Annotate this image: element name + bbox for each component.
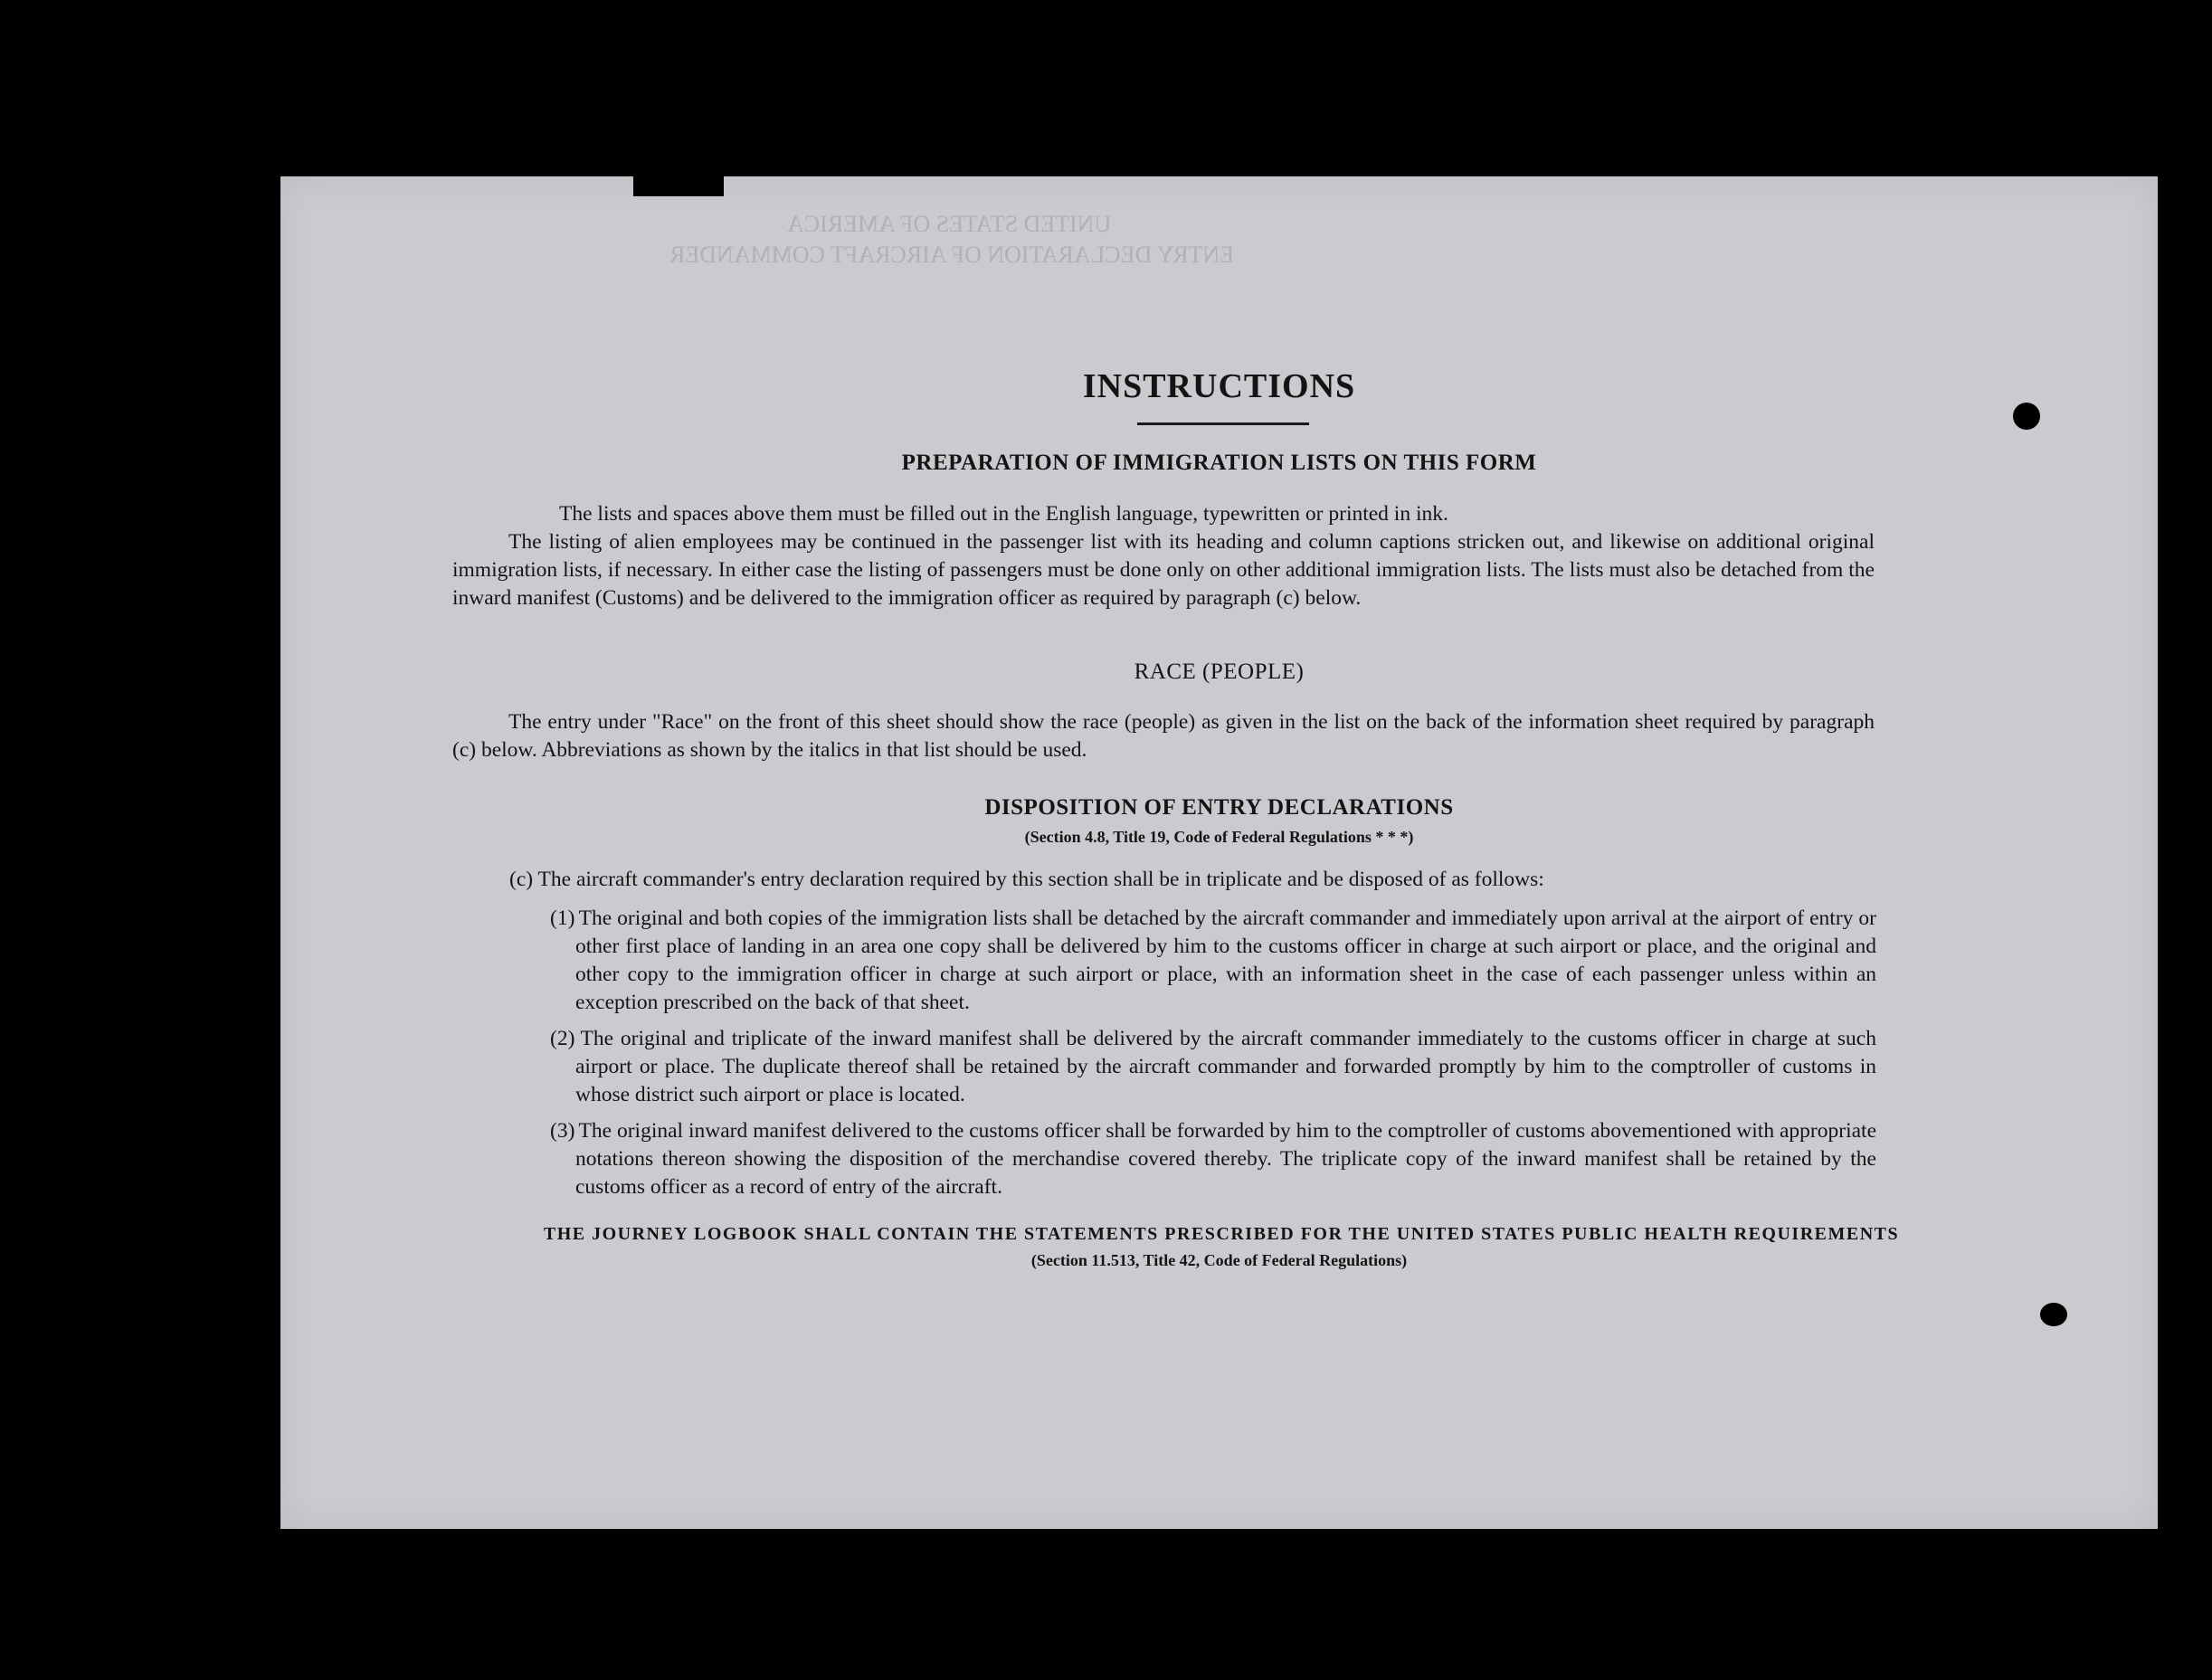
paragraph-language — [503, 500, 1819, 528]
page-title: INSTRUCTIONS — [1082, 367, 1356, 405]
list-item-number: (2) — [550, 1027, 575, 1050]
paragraph-text: (c) The aircraft commander's entry declaration required by this section shall be in triplicate and be disposed of as follows: — [509, 868, 1544, 891]
paragraph-text: The lists and spaces above them must be filled out in the English language, typewritten or printed in ink. — [559, 502, 1448, 526]
list-item-number: (1) — [550, 906, 575, 930]
paragraph-race — [452, 708, 1875, 764]
ink-spot — [2040, 1303, 2067, 1326]
paragraph-disposition-intro — [509, 866, 1875, 894]
section-heading-race: RACE (PEOPLE) — [1134, 660, 1305, 684]
paper-clip-mark — [633, 176, 724, 196]
list-item-number: (3) — [550, 1119, 575, 1143]
list-item — [550, 1117, 1876, 1201]
list-item-text: The original and both copies of the immigration lists shall be detached by the aircraft commander and immediately upon arrival at the airport of entry or other first place of landing in an area one copy shall be delivered by him to the customs officer in charge at such airport or place, and the original and other copy to the immigration officer in charge at such airport or place, with an information sheet in the case of each passenger unless within an exception prescribed on the back of that sheet. — [575, 906, 1876, 1014]
footer-subheading: (Section 11.513, Title 42, Code of Federal Regulations) — [1030, 1251, 1408, 1269]
paragraph-text: The entry under "Race" on the front of this sheet should show the race (people) as given in the list on the back of the information sheet required by paragraph (c) below. Abbreviations as shown by the italics in that list should be used. — [452, 710, 1875, 762]
paragraph-text: The listing of alien employees may be continued in the passenger list with its heading and column captions stricken out, and likewise on additional original immigration lists, if necessary. In either case the listing of passengers must be done only on other additional immigration lists. The lists must also be detached from the inward manifest (Customs) and be delivered to the immigration officer as required by paragraph (c) below. — [452, 530, 1875, 610]
list-item — [550, 1025, 1876, 1109]
section-subheading-disposition: (Section 4.8, Title 19, Code of Federal Regulations * * *) — [1024, 828, 1414, 846]
ink-spot — [2013, 403, 2040, 430]
instructions-page — [280, 176, 2158, 1529]
section-heading-preparation: PREPARATION OF IMMIGRATION LISTS ON THIS FORM — [901, 451, 1537, 475]
list-item-text: The original and triplicate of the inward manifest shall be delivered by the aircraft commander immediately to the customs officer in charge at such airport or place. The duplicate thereof shall be retained by the aircraft commander and forwarded promptly by him to the comptroller of customs in whose district such airport or place is located. — [575, 1027, 1876, 1106]
list-item-text: The original inward manifest delivered to the customs officer shall be forwarded by him to the comptroller of customs abovementioned with appropriate notations thereon showing the disposition of the merchandise covered thereby. The triplicate copy of the inward manifest shall be retained by the customs officer as a record of entry of the aircraft. — [575, 1119, 1876, 1199]
section-heading-disposition: DISPOSITION OF ENTRY DECLARATIONS — [984, 795, 1454, 820]
footer-heading: THE JOURNEY LOGBOOK SHALL CONTAIN THE STATEMENTS PRESCRIBED FOR THE UNITED STATES PUBLIC HEALTH REQUIREMENTS — [543, 1224, 1900, 1244]
document-sheet — [280, 176, 2158, 1529]
paragraph-alien-employees — [452, 528, 1875, 612]
bleed-through-text: UNITED STATES OF AMERICA — [787, 211, 1112, 237]
title-underline — [1137, 422, 1309, 425]
bleed-through-text: ENTRY DECLARATION OF AIRCRAFT COMMANDER — [669, 242, 1235, 268]
list-item — [550, 905, 1876, 1017]
